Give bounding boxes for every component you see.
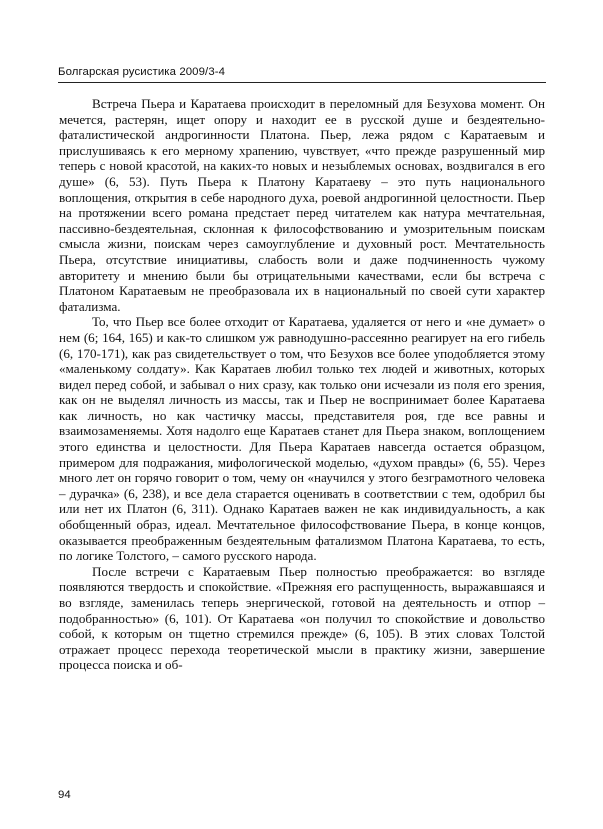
paragraph-1: Встреча Пьера и Каратаева происходит в переломный для Безухова момент. Он мечется, растерян, ищет опору и находит ее в русской душе и бездеятельно-фаталистической андрогинности Платона. Пьер, лежа рядом с Каратаевым и прислушиваясь к его мерному храпению, чувствует, «что прежде разрушенный мир теперь с новой красотой, на каких-то новых и незыблемых основах, воздвигался в его душе» (6, 53). Путь Пьера к Платону Каратаеву – это путь национального воплощения, открытия в себе народного духа, роевой андрогинной целостности. Пьер на протяжении всего романа предстает перед читателем как натура мечтательная, пассивно-бездеятельная, склонная к философствованию и умозрительным поискам смысла жизни, поискам через самоуглубление и духовный рост. Мечтательность Пьера, отсутствие инициативы, слабость воли и даже подчиненность чужому авторитету и мнению были бы отрицательными качествами, если бы встреча с Платоном Каратаевым не преобразовала их в национальный по своей сути характер фатализма. xyxy=(59,96,545,314)
paragraph-2: То, что Пьер все более отходит от Каратаева, удаляется от него и «не думает» о нем (6; 164, 165) и как-то слишком уж равнодушно-рассеянно реагирует на его гибель (6, 170-171), как раз свидетельствует о том, что Безухов все более уподобляется этому «маленькому солдату». Как Каратаев любил только тех людей и животных, которых видел перед собой, и забывал о них сразу, как только они исчезали из поля его зрения, как он не выделял личность из массы, так и Пьер не воспринимает более Каратаева как личность, но как частичку массы, представителя роя, где все равны и взаимозаменяемы. Хотя надолго еще Каратаев станет для Пьера знаком, воплощением этого единства и целостности. Для Пьера Каратаев навсегда остается образцом, примером для подражания, мифологической моделью, «духом правды» (6, 55). Через много лет он горячо говорит о том, чему он «научился у этого безграмотного человека – дурачка» (6, 238), и все дела старается оценивать в соответствии с тем, одобрил бы или нет их Платон (6, 311). Однако Каратаев важен не как индивидуальность, а как обобщенный образ, идеал. Мечтательное философствование Пьера, в конце концов, оказывается преображенным бездеятельным фатализмом Платона Каратаева, то есть, по логике Толстого, – самого русского народа. xyxy=(59,314,545,564)
header-divider xyxy=(58,82,546,83)
page-number: 94 xyxy=(58,789,71,801)
running-header: Болгарская русистика 2009/3-4 xyxy=(58,66,226,78)
paragraph-3: После встречи с Каратаевым Пьер полностью преображается: во взгляде появляются твердость и спокойствие. «Прежняя его распущенность, выражавшаяся и во взгляде, заменилась теперь энергической, готовой на деятельность и отпор – подобранностью» (6, 101). От Каратаева «он получил то спокойствие и довольство собой, к которым он тщетно стремился прежде» (6, 105). В этих словах Толстой отражает процесс перехода теоретической мысли в практику жизни, завершение процесса поиска и об- xyxy=(59,563,545,673)
article-body xyxy=(59,96,545,673)
